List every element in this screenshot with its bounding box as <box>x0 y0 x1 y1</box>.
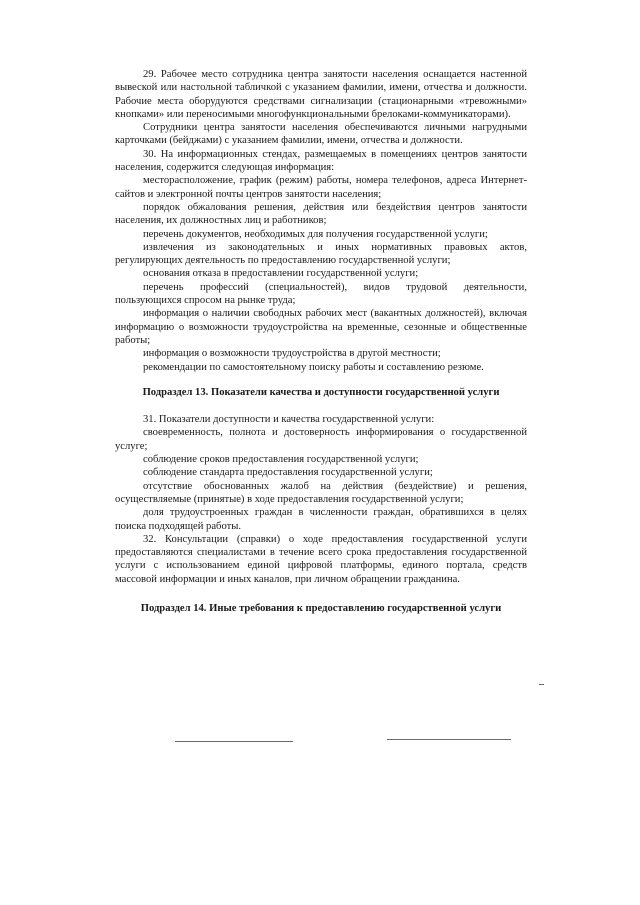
section-13-title: Подраздел 13. Показатели качества и доступности государственной услуги <box>142 386 500 398</box>
paragraphs-top <box>115 68 527 374</box>
paragraph-32: 32. Консультации (справки) о ходе предоставления государственной услуги предоставляются специалистами в течение всего срока предоставления государственной услуги с использованием единой цифровой платформы, единого портала, средств массовой информации и иных каналов, при личном обращении гражданина. <box>115 533 527 585</box>
margin-dash-mark <box>539 684 544 685</box>
paragraph-deadlines: соблюдение сроков предоставления государственной услуги; <box>143 454 419 466</box>
document-page <box>115 68 527 615</box>
paragraph-professions: перечень профессий (специальностей), видов трудовой деятельности, пользующихся спросом на рынке труда; <box>115 281 527 307</box>
paragraph-extracts: извлечения из законодательных и иных нормативных правовых актов, регулирующих деятельность по предоставлению государственной услуги; <box>115 241 527 267</box>
paragraph-timeliness: своевременность, полнота и достоверность информирования о государственной услуге; <box>115 427 527 452</box>
paragraph-recommendations: рекомендации по самостоятельному поиску работы и составлению резюме. <box>143 361 484 373</box>
paragraph-badges: Сотрудники центра занятости населения обеспечиваются личными нагрудными карточками (бейджами) с указанием фамилии, имени, отчества и должности. <box>115 122 527 147</box>
paragraph-vacancies: информация о наличии свободных рабочих мест (вакантных должностей), включая информацию о возможности трудоустройства на временные, сезонные и общественные работы; <box>115 308 527 346</box>
footer-rule-left <box>175 741 293 742</box>
paragraph-31: 31. Показатели доступности и качества государственной услуги: <box>143 414 435 426</box>
paragraph-appeal: порядок обжалования решения, действия или бездействия центров занятости населения, их должностных лиц и работников; <box>115 201 527 227</box>
paragraph-refusal: основания отказа в предоставлении государственной услуги; <box>143 268 419 280</box>
paragraph-documents: перечень документов, необходимых для получения государственной услуги; <box>143 228 488 240</box>
paragraph-standard: соблюдение стандарта предоставления государственной услуги; <box>143 467 433 479</box>
footer-rule-right <box>387 739 511 740</box>
paragraph-complaints: отсутствие обоснованных жалоб на действия (бездействие) и решения, осуществляемые (принятые) в ходе предоставления государственной услуги; <box>115 480 527 505</box>
paragraph-location: месторасположение, график (режим) работы, номера телефонов, адреса Интернет-сайтов и электронной почты центров занятости населения; <box>115 175 527 200</box>
section-14-title: Подраздел 14. Иные требования к предоставлению государственной услуги <box>140 602 502 614</box>
paragraph-relocation: информация о возможности трудоустройства в другой местности; <box>143 348 441 360</box>
paragraphs-mid <box>115 413 527 586</box>
paragraph-29: 29. Рабочее место сотрудника центра занятости населения оснащается настенной вывеской или настольной табличкой с указанием фамилии, имени, отчества и должности. Рабочие места оборудуются средствами сигнализации (стационарными «тревожными» кнопками» или переносимыми многофункциональными брелоками-коммуникаторами). <box>115 69 527 120</box>
paragraph-30: 30. На информационных стендах, размещаемых в помещениях центров занятости населения, содержится следующая информация: <box>115 148 527 174</box>
paragraph-employed-share: доля трудоустроенных граждан в численности граждан, обратившихся в целях поиска подходящей работы. <box>115 507 527 532</box>
